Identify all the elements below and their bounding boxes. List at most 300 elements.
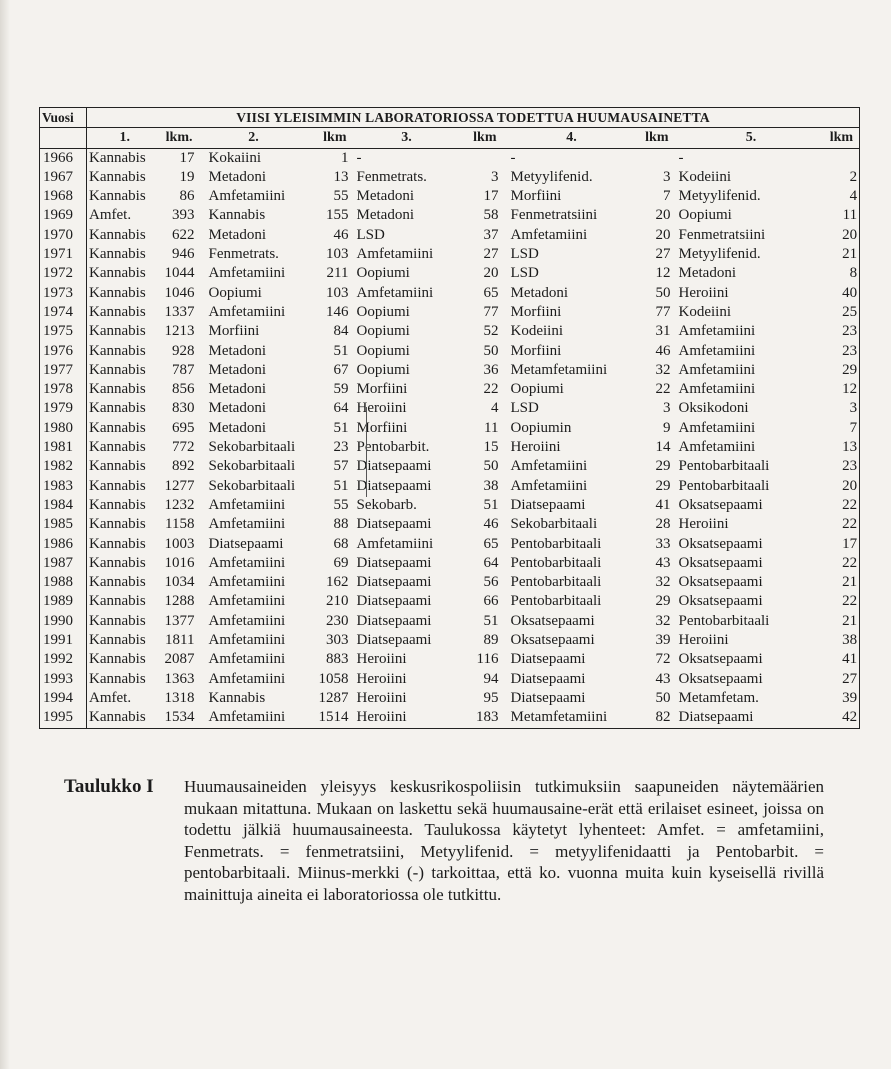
substance-cell: Amfetamiini (510, 477, 588, 494)
substance-cell: Morfiini (356, 419, 408, 436)
year-cell: 1981 (40, 438, 87, 457)
count-cell: 17 (828, 535, 860, 554)
count-cell: 64 (483, 554, 499, 571)
rank-header: 1. (87, 128, 163, 148)
substance-cell: Metyylifenid. (678, 246, 761, 263)
count-cell: 23 (828, 322, 860, 341)
count-cell: 1213 (164, 323, 195, 340)
year-cell: 1994 (40, 689, 87, 708)
caption-label: Taulukko I (64, 776, 154, 797)
substance-cell: Kannabis (89, 188, 146, 205)
count-cell: 4 (491, 400, 499, 417)
substance-cell: Kannabis (89, 381, 146, 398)
count-cell: 94 (483, 670, 499, 687)
year-cell: 1977 (40, 361, 87, 380)
table-header-row (40, 108, 860, 128)
year-cell: 1988 (40, 573, 87, 592)
substance-cell: Metadoni (208, 226, 266, 243)
substance-cell: Kannabis (89, 574, 146, 591)
count-cell: 211 (326, 265, 349, 282)
substance-cell: Oksatsepaami (510, 632, 595, 649)
substance-cell: LSD (510, 265, 539, 282)
count-cell: 64 (333, 400, 349, 417)
count-cell: 1 (341, 149, 349, 166)
substance-cell: - (678, 149, 684, 166)
count-cell: 38 (828, 631, 860, 650)
count-cell: 9 (663, 419, 671, 436)
substance-cell: Kannabis (89, 265, 146, 282)
count-cell: 230 (326, 612, 349, 629)
count-cell: 51 (483, 612, 499, 629)
substance-cell: Metadoni (208, 168, 266, 185)
substance-cell: Diatsepaami (356, 593, 432, 610)
substance-cell: Metadoni (678, 265, 736, 282)
count-cell: 1016 (164, 554, 195, 571)
count-cell: 51 (333, 477, 349, 494)
count-cell: 56 (483, 574, 499, 591)
count-cell: 946 (172, 246, 195, 263)
year-cell: 1973 (40, 284, 87, 303)
substance-cell: Kodeiini (678, 168, 731, 185)
substance-cell: Amfetamiini (678, 361, 756, 378)
table-row (40, 322, 860, 341)
count-cell: 772 (172, 439, 195, 456)
count-cell: 20 (828, 226, 860, 245)
substance-cell: Kannabis (89, 670, 146, 687)
count-cell: 57 (333, 458, 349, 475)
substance-cell: Sekobarbitaali (510, 516, 598, 533)
count-cell: 12 (655, 265, 671, 282)
count-cell: 303 (326, 632, 349, 649)
year-cell: 1975 (40, 322, 87, 341)
substance-cell: Metadoni (356, 188, 414, 205)
count-cell: 50 (655, 689, 671, 706)
table-row (40, 303, 860, 322)
substance-cell: Metyylifenid. (678, 188, 761, 205)
count-cell (828, 148, 860, 168)
substance-cell: Oopiumi (356, 265, 410, 282)
substance-cell: Kannabis (208, 689, 266, 706)
substance-cell: Heroiini (356, 400, 407, 417)
substance-cell: Kannabis (87, 708, 163, 728)
table-row (40, 515, 860, 534)
substance-cell: Kannabis (89, 419, 146, 436)
year-cell: 1968 (40, 187, 87, 206)
year-cell: 1982 (40, 457, 87, 476)
substance-cell: Kannabis (89, 516, 146, 533)
substance-cell: Fenmetrats. (356, 168, 427, 185)
count-cell: 67 (333, 361, 349, 378)
count-cell: 1058 (318, 670, 349, 687)
count-cell: 883 (326, 651, 349, 668)
count-cell: 3 (663, 400, 671, 417)
substance-cell: Oopiumi (356, 303, 410, 320)
substance-cell: Diatsepaami (356, 477, 432, 494)
substance-cell: Amfetamiini (208, 574, 286, 591)
table-row (40, 399, 860, 418)
table-caption (64, 776, 844, 905)
count-cell: 32 (655, 612, 671, 629)
substance-cell: Diatsepaami (356, 612, 432, 629)
substance-cell: Amfet. (89, 207, 132, 224)
table-row (40, 612, 860, 631)
substance-cell: Heroiini (356, 689, 407, 706)
substance-cell: Kannabis (89, 168, 146, 185)
substance-cell: Pentobarbitaali (678, 477, 770, 494)
substance-cell: Diatsepaami (510, 689, 586, 706)
count-cell: 68 (333, 535, 349, 552)
count-cell: 27 (828, 670, 860, 689)
count-cell: 1288 (164, 593, 195, 610)
substance-cell: Amfetamiini (208, 188, 286, 205)
table-row (40, 419, 860, 438)
count-cell: 12 (828, 380, 860, 399)
substance-cell: Morfiini (510, 303, 562, 320)
count-cell: 37 (483, 226, 499, 243)
count-cell: 82 (641, 708, 675, 728)
substance-cell: Amfetamiini (208, 651, 286, 668)
count-cell: 787 (172, 361, 195, 378)
count-cell: 50 (483, 458, 499, 475)
substance-cell: Diatsepaami (356, 554, 432, 571)
substance-cell: Kannabis (89, 226, 146, 243)
rank-header: 2. (199, 128, 309, 148)
year-cell: 1985 (40, 515, 87, 534)
count-cell: 1377 (164, 612, 195, 629)
count-cell: 38 (483, 477, 499, 494)
substance-cell: Metadoni (356, 207, 414, 224)
table-row (40, 708, 860, 728)
count-cell: 2 (828, 168, 860, 187)
count-cell: 14 (655, 439, 671, 456)
count-cell: 22 (828, 515, 860, 534)
substance-cell: Kannabis (89, 632, 146, 649)
table-row (40, 670, 860, 689)
count-cell: 1003 (164, 535, 195, 552)
substance-cell: Kannabis (89, 149, 146, 166)
count-cell: 32 (655, 361, 671, 378)
substance-cell: LSD (510, 246, 539, 263)
year-cell: 1979 (40, 399, 87, 418)
count-cell: 155 (326, 207, 349, 224)
table-row (40, 342, 860, 361)
year-cell: 1995 (40, 708, 87, 728)
count-cell: 41 (828, 650, 860, 669)
substance-cell: Amfetamiini (510, 226, 588, 243)
drug-table (39, 107, 860, 729)
count-cell: 20 (655, 207, 671, 224)
substance-cell: Kannabis (89, 593, 146, 610)
count-cell: 23 (828, 457, 860, 476)
year-cell: 1974 (40, 303, 87, 322)
count-cell: 33 (655, 535, 671, 552)
substance-cell: Oopiumi (208, 284, 262, 301)
year-cell: 1969 (40, 206, 87, 225)
substance-cell: Oksatsepaami (678, 535, 763, 552)
substance-cell: Kokaiini (208, 149, 261, 166)
substance-cell: Fenmetratsiini (678, 226, 766, 243)
count-cell: 51 (333, 419, 349, 436)
table-row (40, 226, 860, 245)
count-cell: 84 (333, 323, 349, 340)
count-cell: 66 (483, 593, 499, 610)
year-cell: 1970 (40, 226, 87, 245)
substance-cell: - (510, 149, 516, 166)
substance-cell: Heroiini (510, 439, 561, 456)
table-row (40, 206, 860, 225)
substance-cell: Amfetamiini (208, 496, 286, 513)
count-cell: 55 (333, 188, 349, 205)
count-cell: 29 (655, 477, 671, 494)
count-cell: 23 (333, 439, 349, 456)
count-cell: 856 (172, 381, 195, 398)
year-cell: 1966 (40, 148, 87, 168)
substance-cell: Amfetamiini (208, 670, 286, 687)
substance-cell: Pentobarbitaali (678, 612, 770, 629)
count-cell: 20 (828, 477, 860, 496)
count-cell: 1044 (164, 265, 195, 282)
substance-cell: Metadoni (208, 400, 266, 417)
table-row (40, 148, 860, 168)
count-cell: 22 (483, 381, 499, 398)
count-cell: 1363 (164, 670, 195, 687)
count-cell: 42 (828, 708, 860, 728)
substance-cell: Metamfetamiini (510, 361, 608, 378)
substance-cell: Metadoni (510, 284, 568, 301)
substance-cell: Amfetamiini (356, 246, 434, 263)
year-cell: 1989 (40, 592, 87, 611)
count-cell: 36 (483, 361, 499, 378)
substance-cell: Diatsepaami (510, 651, 586, 668)
substance-cell: Morfiini (356, 381, 408, 398)
scan-divider-mark (366, 407, 367, 497)
count-cell: 7 (828, 419, 860, 438)
count-cell: 1034 (164, 574, 195, 591)
substance-cell: Metyylifenid. (510, 168, 593, 185)
count-cell: 1046 (164, 284, 195, 301)
year-cell: 1993 (40, 670, 87, 689)
substance-cell: Oksatsepaami (678, 670, 763, 687)
count-cell: 27 (483, 246, 499, 263)
count-cell: 23 (828, 342, 860, 361)
substance-cell: Amfetamiini (208, 516, 286, 533)
count-cell: 22 (828, 554, 860, 573)
count-cell: 21 (828, 612, 860, 631)
count-cell: 622 (172, 226, 195, 243)
count-cell: 69 (333, 554, 349, 571)
substance-cell: Pentobarbitaali (510, 574, 602, 591)
substance-cell: Sekobarbitaali (208, 458, 296, 475)
substance-cell: Kannabis (89, 342, 146, 359)
count-cell: 65 (483, 535, 499, 552)
count-cell: 31 (655, 323, 671, 340)
substance-cell: Diatsepaami (208, 535, 284, 552)
year-cell: 1971 (40, 245, 87, 264)
count-cell: 29 (828, 361, 860, 380)
table-row (40, 554, 860, 573)
count-cell: 7 (663, 188, 671, 205)
year-cell: 1990 (40, 612, 87, 631)
table-row (40, 650, 860, 669)
substance-cell: Amfetamiini (678, 323, 756, 340)
table-row (40, 689, 860, 708)
substance-cell: Kannabis (89, 400, 146, 417)
count-cell: 88 (333, 516, 349, 533)
substance-cell: Fenmetrats. (208, 246, 279, 263)
count-cell: 17 (483, 188, 499, 205)
count-cell: 58 (483, 207, 499, 224)
substance-cell: Amfetamiini (510, 458, 588, 475)
substance-cell: Oopiumin (510, 419, 572, 436)
table-row (40, 438, 860, 457)
table-title: VIISI YLEISIMMIN LABORATORIOSSA TODETTUA HUUMAUSAINETTA (87, 108, 860, 128)
count-cell: 393 (172, 207, 195, 224)
substance-cell: Kannabis (89, 361, 146, 378)
year-cell: 1987 (40, 554, 87, 573)
count-cell: 43 (655, 670, 671, 687)
table-row (40, 631, 860, 650)
count-cell: 1811 (165, 632, 195, 649)
count-cell (461, 148, 503, 168)
substance-cell: Morfiini (510, 188, 562, 205)
rank-header: 5. (675, 128, 828, 148)
count-cell: 2087 (164, 651, 195, 668)
table-row (40, 168, 860, 187)
year-cell: 1976 (40, 342, 87, 361)
substance-cell: Diatsepaami (675, 708, 828, 728)
table-row (40, 245, 860, 264)
count-cell: 1514 (309, 708, 353, 728)
substance-cell: Amfetamiini (356, 284, 434, 301)
substance-cell: Oksatsepaami (678, 651, 763, 668)
count-cell: 40 (828, 284, 860, 303)
count-cell: 210 (326, 593, 349, 610)
year-cell: 1978 (40, 380, 87, 399)
substance-cell: Amfet. (89, 689, 132, 706)
count-cell: 77 (483, 303, 499, 320)
count-cell: 52 (483, 323, 499, 340)
count-cell: 29 (655, 458, 671, 475)
substance-cell: Pentobarbitaali (510, 535, 602, 552)
substance-cell: Heroiini (353, 708, 461, 728)
count-cell: 19 (179, 168, 195, 185)
count-cell: 51 (483, 496, 499, 513)
year-cell: 1992 (40, 650, 87, 669)
count-cell: 32 (655, 574, 671, 591)
year-cell: 1984 (40, 496, 87, 515)
count-cell: 65 (483, 284, 499, 301)
substance-cell: Oksikodoni (678, 400, 749, 417)
substance-cell: Heroiini (678, 284, 729, 301)
substance-cell: Kodeiini (510, 323, 563, 340)
substance-cell: Oksatsepaami (678, 593, 763, 610)
count-cell: 4 (828, 187, 860, 206)
substance-cell: Diatsepaami (510, 496, 586, 513)
count-cell: 46 (333, 226, 349, 243)
count-cell: 116 (476, 651, 499, 668)
count-cell: 146 (326, 303, 349, 320)
count-cell: 72 (655, 651, 671, 668)
substance-cell: Oopiumi (356, 323, 410, 340)
count-cell: 11 (828, 206, 860, 225)
substance-cell: Metadoni (208, 342, 266, 359)
substance-cell: Diatsepaami (356, 458, 432, 475)
substance-cell: Kannabis (89, 496, 146, 513)
count-cell: 103 (326, 284, 349, 301)
table-row (40, 187, 860, 206)
count-cell: 13 (828, 438, 860, 457)
count-cell: 1287 (318, 689, 349, 706)
substance-cell: Kannabis (89, 246, 146, 263)
substance-cell: Kodeiini (678, 303, 731, 320)
year-subheader (40, 128, 87, 148)
count-cell: 25 (828, 303, 860, 322)
substance-cell: Metadoni (208, 381, 266, 398)
substance-cell: Kannabis (89, 284, 146, 301)
count-cell: 830 (172, 400, 195, 417)
substance-cell: Metadoni (208, 419, 266, 436)
substance-cell: - (356, 149, 362, 166)
count-cell: 22 (828, 592, 860, 611)
count-cell: 13 (333, 168, 349, 185)
count-cell: 46 (655, 342, 671, 359)
substance-cell: Diatsepaami (356, 516, 432, 533)
rank-header-row (40, 128, 860, 148)
substance-cell: Morfiini (510, 342, 562, 359)
count-cell: 3 (663, 168, 671, 185)
substance-cell: Amfetamiini (678, 342, 756, 359)
count-cell: 28 (655, 516, 671, 533)
year-cell: 1983 (40, 477, 87, 496)
substance-cell: Diatsepaami (356, 632, 432, 649)
count-cell: 50 (655, 284, 671, 301)
count-cell: 89 (483, 632, 499, 649)
substance-cell: Heroiini (356, 651, 407, 668)
count-cell: 43 (655, 554, 671, 571)
count-header: lkm (828, 128, 860, 148)
substance-cell: Morfiini (208, 323, 260, 340)
count-header: lkm (309, 128, 353, 148)
table-row (40, 264, 860, 283)
substance-cell: Pentobarbitaali (510, 593, 602, 610)
count-cell (641, 148, 675, 168)
rank-header: 4. (503, 128, 641, 148)
substance-cell: Oopiumi (356, 361, 410, 378)
substance-cell: Oopiumi (356, 342, 410, 359)
count-cell: 1232 (164, 496, 195, 513)
substance-cell: Kannabis (89, 477, 146, 494)
substance-cell: Heroiini (356, 670, 407, 687)
substance-cell: Sekobarbitaali (208, 477, 296, 494)
count-cell: 21 (828, 573, 860, 592)
substance-cell: Oksatsepaami (678, 496, 763, 513)
substance-cell: Amfetamiini (208, 612, 286, 629)
substance-cell: Oksatsepaami (678, 554, 763, 571)
substance-cell: Diatsepaami (510, 670, 586, 687)
table-row (40, 496, 860, 515)
table-row (40, 284, 860, 303)
count-cell: 928 (172, 342, 195, 359)
table-row (40, 457, 860, 476)
year-cell: 1986 (40, 535, 87, 554)
count-cell: 3 (491, 168, 499, 185)
count-cell: 22 (828, 496, 860, 515)
substance-cell: Amfetamiini (208, 303, 286, 320)
count-cell: 183 (461, 708, 503, 728)
substance-cell: Oksatsepaami (678, 574, 763, 591)
count-cell: 11 (484, 419, 499, 436)
substance-cell: Kannabis (89, 651, 146, 668)
